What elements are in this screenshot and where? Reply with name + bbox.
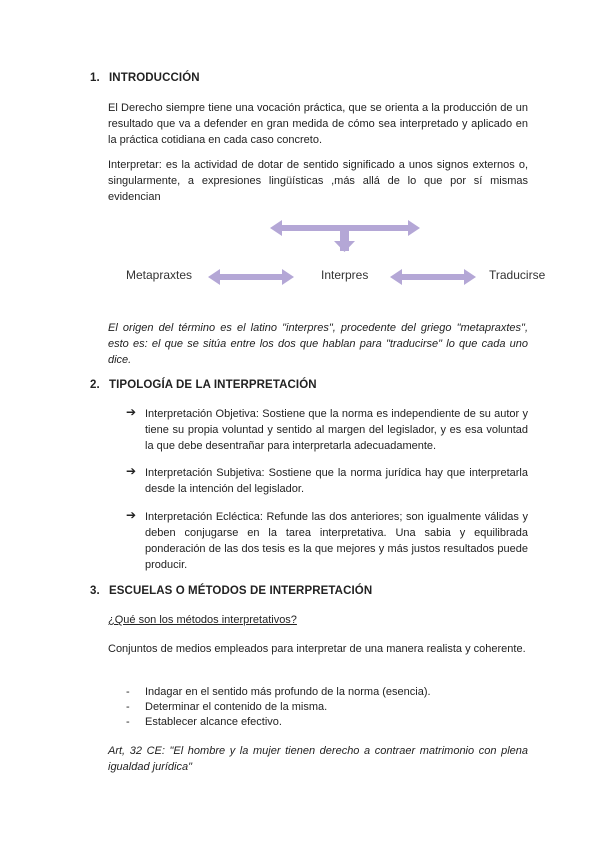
constitution-quote: Art, 32 CE: "El hombre y la mujer tienen derecho a contraer matrimonio con plena igualdad jurídica" — [108, 745, 528, 773]
intro-paragraph: El Derecho siempre tiene una vocación práctica, que se orienta a la producción de un resultado que va a defender en gran medida de cómo sea interpretado y aplicado en la práctica cotidiana en cada caso concreto. — [108, 102, 528, 146]
diagram-label-interpres: Interpres — [321, 268, 369, 282]
methods-question: ¿Qué son los métodos interpretativos? — [108, 614, 297, 626]
arrow-bullet-icon: ➔ — [126, 508, 137, 522]
section-1-number: 1. — [90, 72, 100, 84]
method-item: Indagar en el sentido más profundo de la norma (esencia). — [145, 686, 431, 698]
methods-answer: Conjuntos de medios empleados para interpretar de una manera realista y coherente. — [108, 643, 526, 655]
interpretar-definition: Interpretar: es la actividad de dotar de sentido significado a unos signos externos o, singularmente, a expresiones lingüísticas ,más allá de lo que por sí mismas evidencian — [108, 159, 528, 203]
left-double-arrow — [208, 269, 294, 285]
section-2-title: TIPOLOGÍA DE LA INTERPRETACIÓN — [109, 379, 317, 391]
section-2-number: 2. — [90, 379, 100, 391]
section-3-title: ESCUELAS O MÉTODOS DE INTERPRETACIÓN — [109, 585, 373, 597]
dash-bullet: - — [126, 686, 130, 698]
dash-bullet: - — [126, 701, 130, 713]
arrow-bullet-icon: ➔ — [126, 405, 137, 419]
dash-bullet: - — [126, 716, 130, 728]
section-1-title: INTRODUCCIÓN — [109, 72, 200, 84]
typology-objective: Interpretación Objetiva: Sostiene que la norma es independiente de su autor y tiene su propia voluntad y sentido al margen del legislador, y es esa voluntad la que debe desentrañar para interpretarla adecuadamente. — [145, 408, 528, 452]
down-arrow — [334, 231, 355, 252]
interpretation-diagram — [0, 215, 600, 295]
diagram-label-metapraxtes: Metapraxtes — [126, 268, 193, 282]
section-3-number: 3. — [90, 585, 100, 597]
method-item: Establecer alcance efectivo. — [145, 716, 282, 728]
diagram-label-traducirse: Traducirse — [489, 268, 546, 282]
method-item: Determinar el contenido de la misma. — [145, 701, 328, 713]
typology-eclectic: Interpretación Ecléctica: Refunde las dos anteriores; son igualmente válidas y deben conjugarse en la tarea interpretativa. Una sabia y equilibrada ponderación de las dos tesis es la que mejores y más justos resultados puede producir. — [145, 511, 528, 571]
right-double-arrow — [390, 269, 476, 285]
typology-subjective: Interpretación Subjetiva: Sostiene que la norma jurídica hay que interpretarla desde la intención del legislador. — [145, 467, 528, 495]
origin-note: El origen del término es el latino "interpres", procedente del griego "metapraxtes", esto es: el que se sitúa entre los dos que hablan para "traducirse" lo que cada uno dice. — [108, 322, 528, 366]
arrow-bullet-icon: ➔ — [126, 464, 137, 478]
